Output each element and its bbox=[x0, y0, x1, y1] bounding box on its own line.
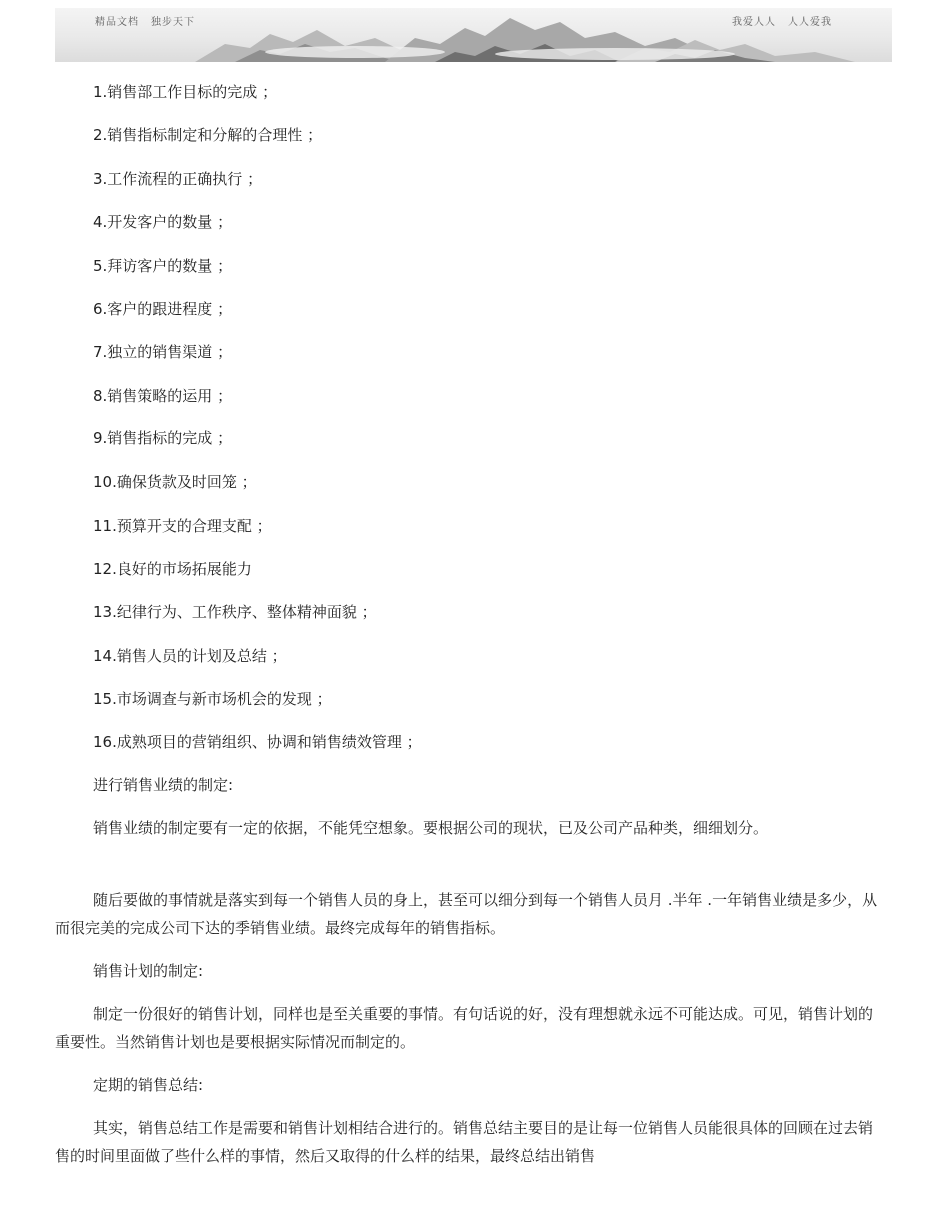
section-heading-sales-summary: 定期的销售总结: bbox=[93, 1076, 204, 1094]
list-item: 3.工作流程的正确执行 ； bbox=[93, 170, 263, 188]
list-item: 8.销售策略的运用 ； bbox=[93, 387, 233, 405]
list-item: 9.销售指标的完成 ； bbox=[93, 429, 233, 447]
banner-left-text bbox=[95, 13, 207, 28]
list-item: 10.确保货款及时回笼 ； bbox=[93, 473, 257, 491]
list-item: 5.拜访客户的数量 ； bbox=[93, 257, 233, 275]
list-item: 6.客户的跟进程度 ； bbox=[93, 300, 233, 318]
list-item: 2.销售指标制定和分解的合理性 ； bbox=[93, 126, 323, 144]
list-item: 12.良好的市场拓展能力 bbox=[93, 560, 252, 578]
paragraph-assignment: 随后要做的事情就是落实到每一个销售人员的身上，甚至可以细分到每一个销售人员月 .半年 .一年销售业绩是多少，从而很完美的完成公司下达的季销售业绩。最终完成每年的销售指标。 bbox=[55, 891, 878, 937]
paragraph-sales-summary: 其实，销售总结工作是需要和销售计划相结合进行的。销售总结主要目的是让每一位销售人员能很具体的回顾在过去销售的时间里面做了些什么样的事情，然后又取得的什么样的结果，最终总结出销售 bbox=[55, 1119, 874, 1165]
list-item: 16.成熟项目的营销组织、协调和销售绩效管理 ； bbox=[93, 733, 422, 751]
list-item: 11.预算开支的合理支配 ； bbox=[93, 517, 272, 535]
paragraph-sales-plan: 制定一份很好的销售计划，同样也是至关重要的事情。有句话说的好，没有理想就永远不可能达成。可见，销售计划的重要性。当然销售计划也是要根据实际情况而制定的。 bbox=[55, 1005, 874, 1051]
list-item: 13.纪律行为、工作秩序、整体精神面貌 ； bbox=[93, 603, 377, 621]
list-item: 7.独立的销售渠道 ； bbox=[93, 343, 233, 361]
banner-left-text-2: 独步天下 bbox=[151, 17, 195, 28]
banner-right-text-1: 我爱人人 bbox=[732, 17, 776, 28]
list-item: 15.市场调查与新市场机会的发现 ； bbox=[93, 690, 332, 708]
banner-right-text-2: 人人爱我 bbox=[788, 17, 832, 28]
banner-right-text bbox=[732, 13, 844, 28]
paragraph-sales-performance: 销售业绩的制定要有一定的依据，不能凭空想象。要根据公司的现状，已及公司产品种类，细细划分。 bbox=[93, 819, 769, 837]
section-heading-sales-performance: 进行销售业绩的制定: bbox=[93, 776, 234, 794]
list-item: 4.开发客户的数量 ； bbox=[93, 213, 233, 231]
list-item: 14.销售人员的计划及总结 ； bbox=[93, 647, 287, 665]
section-heading-sales-plan: 销售计划的制定: bbox=[93, 962, 204, 980]
header-banner bbox=[55, 8, 892, 62]
banner-left-text-1: 精品文档 bbox=[95, 17, 139, 28]
list-item: 1.销售部工作目标的完成 ； bbox=[93, 83, 278, 101]
